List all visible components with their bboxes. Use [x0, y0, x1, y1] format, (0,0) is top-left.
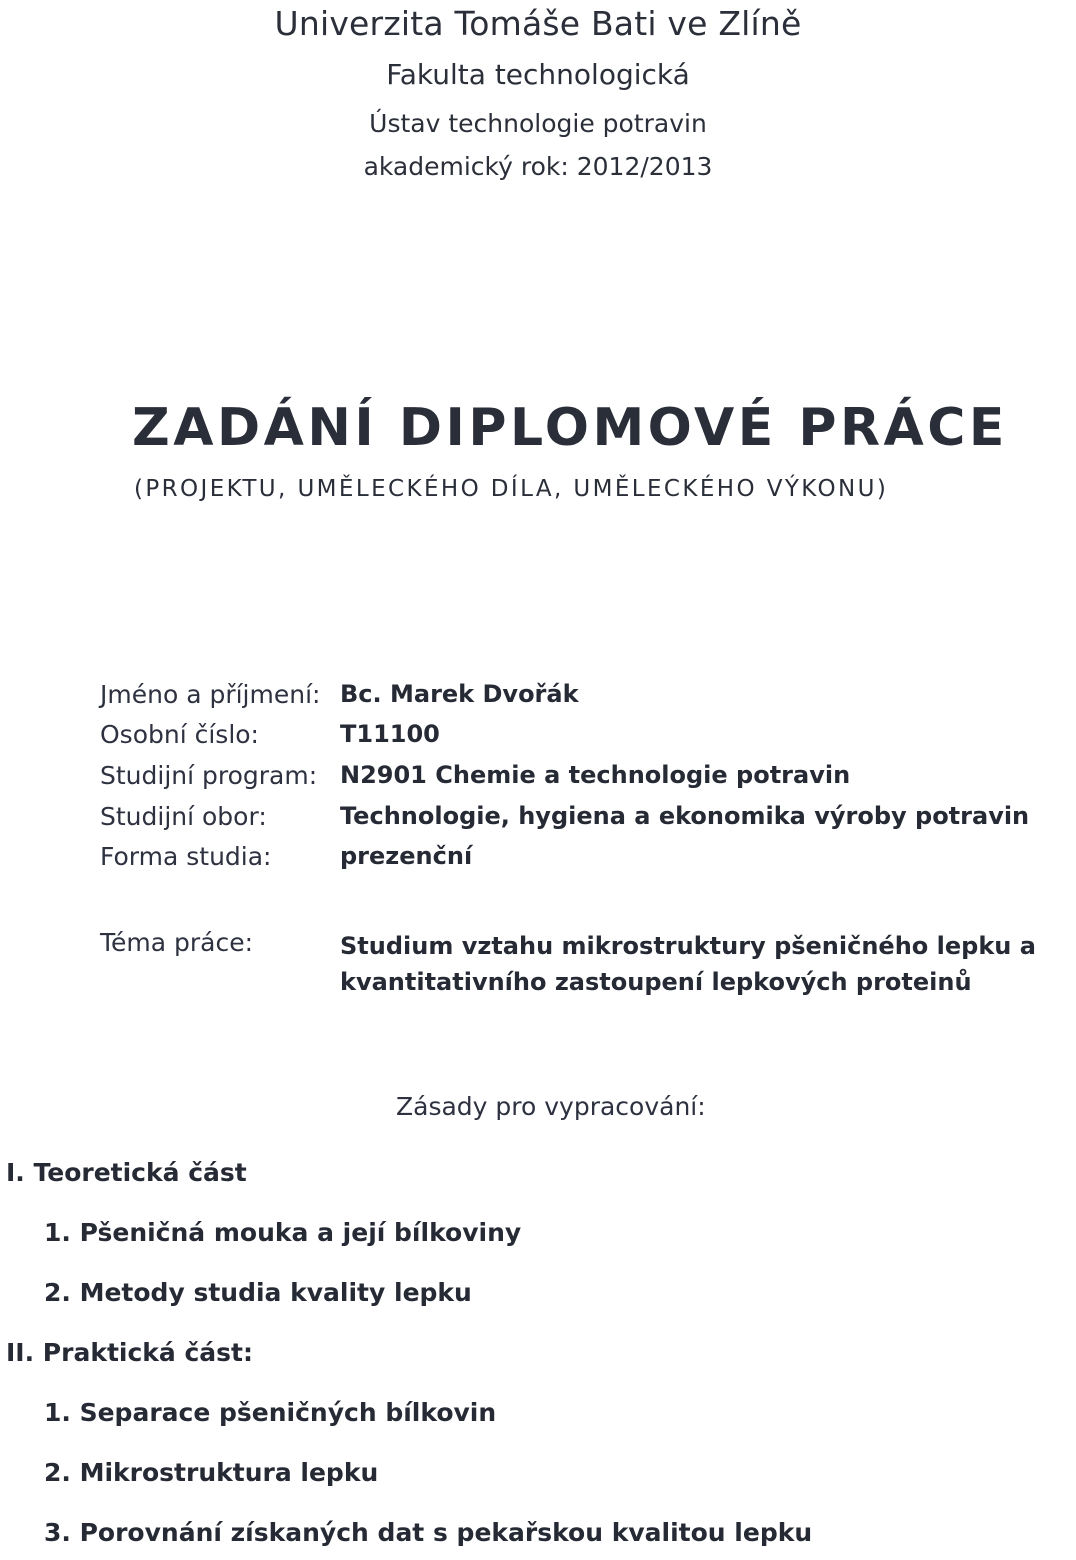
theme-value [340, 928, 1036, 1000]
document-title: ZADÁNÍ DIPLOMOVÉ PRÁCE [132, 398, 1008, 458]
list-item: 2. Metody studia kvality lepku [44, 1278, 472, 1307]
list-item: 1. Separace pšeničných bílkovin [44, 1398, 497, 1427]
theme-line-2: kvantitativního zastoupení lepkových proteinů [340, 968, 972, 996]
study-form-label: Forma studia: [100, 842, 272, 871]
name-value: Bc. Marek Dvořák [340, 680, 579, 708]
section-practical: II. Praktická část: [6, 1338, 254, 1367]
institute-name: Ústav technologie potravin [369, 109, 707, 138]
student-id-label: Osobní číslo: [100, 720, 259, 749]
list-item: 1. Pšeničná mouka a její bílkoviny [44, 1218, 522, 1247]
academic-year: akademický rok: 2012/2013 [363, 152, 713, 181]
study-field-value: Technologie, hygiena a ekonomika výroby potravin [340, 802, 1030, 830]
list-item: 2. Mikrostruktura lepku [44, 1458, 379, 1487]
study-program-label: Studijní program: [100, 761, 318, 790]
study-field-label: Studijní obor: [100, 802, 267, 831]
university-name: Univerzita Tomáše Bati ve Zlíně [274, 4, 802, 43]
student-id-value: T11100 [340, 720, 440, 748]
section-theoretical: I. Teoretická část [6, 1158, 247, 1187]
theme-label: Téma práce: [100, 928, 254, 957]
faculty-name: Fakulta technologická [386, 58, 690, 91]
document-subtitle: (PROJEKTU, UMĚLECKÉHO DÍLA, UMĚLECKÉHO VÝKONU) [134, 476, 889, 502]
name-label: Jméno a příjmení: [100, 680, 321, 709]
rules-heading: Zásady pro vypracování: [396, 1092, 706, 1121]
list-item: 3. Porovnání získaných dat s pekařskou kvalitou lepku [44, 1518, 813, 1547]
study-form-value: prezenční [340, 842, 473, 870]
theme-line-1: Studium vztahu mikrostruktury pšeničného lepku a [340, 932, 1036, 960]
study-program-value: N2901 Chemie a technologie potravin [340, 761, 851, 789]
